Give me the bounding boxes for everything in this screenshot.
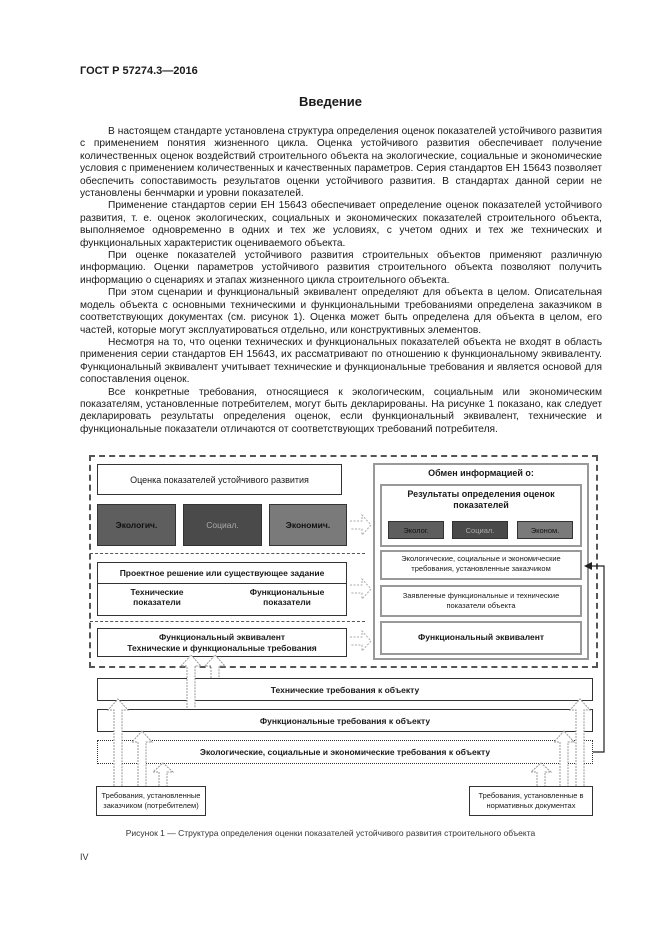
source-label: Требования, установленные в нормативных документах <box>478 791 584 810</box>
tile-social <box>183 504 262 546</box>
func-equiv-line2: Технические и функциональные требования <box>127 642 317 653</box>
body-text <box>80 126 602 436</box>
customer-reqs-text: Экологические, социальные и экономические требования, установленные заказчиком <box>401 554 561 573</box>
paragraph: При оценке показателей устойчивого развития строительных объектов применяют различную информацию. Оценки параметров устойчивого развития строительного объекта позволяют получить информацию о сценариях и этапах жизненного цикла строительного объекта. <box>80 250 602 286</box>
result-tile-ecological <box>388 521 444 539</box>
assessment-title: Оценка показателей устойчивого развития <box>130 474 309 485</box>
bar-label: Функциональные требования к объекту <box>259 715 431 726</box>
tile-economic <box>269 504 347 546</box>
tile-label: Экономич. <box>285 520 331 530</box>
tile-label: Эконом. <box>530 525 560 535</box>
paragraph: В настоящем стандарте установлена структура определения оценок показателей устойчивого развития с применением понятия жизненного цикла. Оценка устойчивого развития обеспечивает получение количественных оценок воздействий строительного объекта на экологические, социальные и экономические условия с применением количественных и качественных параметров. Серия стандартов ЕН 15643 позволяет обеспечить сопоставимость результатов оценки устойчивого развития. В стандартах данной серии не установлены бенчмарки и уровни показателей. <box>80 126 602 200</box>
section-title: Введение <box>299 94 362 109</box>
results-title: Результаты определения оценок показателей <box>407 489 555 510</box>
declared-text: Заявленные функциональные и технические показатели объекта <box>402 591 560 610</box>
customer-source-box <box>96 786 206 816</box>
paragraph: Все конкретные требования, относящиеся к экологическим, социальным или экономическим показателям, установленные потребителем, могут быть декларированы. На рисунке 1 показано, как следует декларировать результаты определения оценок, если функциональный эквивалент, технические и функциональные показатели отличаются от соответствующих требований потребителя. <box>80 386 602 435</box>
document-header: ГОСТ Р 57274.3—2016 <box>80 65 198 77</box>
paragraph: При этом сценарии и функциональный эквивалент определяют для объекта в целом. Описательная модель объекта с основными техническими и функциональными требованиями определена заказчиком в соответствующих документах (см. рисунок 1). Оценка может быть определена для объекта в целом, его частей, которые могут эксплуатироваться отдельно, или конструктивных элементов. <box>80 287 602 336</box>
result-tile-economic <box>517 521 573 539</box>
technical-reqs-bar <box>97 678 593 701</box>
divider <box>90 621 365 622</box>
page-number: IV <box>80 852 89 862</box>
design-box <box>97 562 347 616</box>
right-func-equiv-text: Функциональный эквивалент <box>417 632 545 642</box>
func-equiv-line1: Функциональный эквивалент <box>158 632 286 642</box>
tile-label: Социал. <box>206 520 239 530</box>
source-label: Требования, установленные заказчиком (потребителем) <box>101 791 201 810</box>
divider <box>90 553 365 554</box>
tech-indicators: Технические показатели <box>130 587 184 607</box>
bar-label: Экологические, социальные и экономические требования к объекту <box>199 747 491 757</box>
figure-caption: Рисунок 1 — Структура определения оценки показателей устойчивого развития строительного объекта <box>125 828 536 838</box>
tile-label: Экологич. <box>115 520 158 530</box>
bar-label: Технические требования к объекту <box>270 684 420 695</box>
tile-label: Эколог. <box>403 525 429 535</box>
functional-reqs-bar <box>97 709 593 732</box>
func-equiv-box <box>97 628 347 657</box>
func-indicators: Функциональные показатели <box>249 587 325 607</box>
result-tile-social <box>452 521 508 539</box>
exchange-title: Обмен информацией о: <box>428 468 534 478</box>
tile-label: Социал. <box>465 525 495 535</box>
paragraph: Применение стандартов серии ЕН 15643 обеспечивает определение оценок показателей устойчивого развития, т. е. оценок экологических, социальных и экономических показателей строительного объекта, выполняемое одновременно в одних и тех же условиях, с учетом одних и тех же технических и функциональных характеристик оцениваемого объекта. <box>80 200 602 249</box>
normative-source-box <box>469 786 593 816</box>
assessment-box <box>97 464 342 495</box>
design-title: Проектное решение или существующее задание <box>98 563 346 584</box>
paragraph: Несмотря на то, что оценки технических и функциональных показателей объекта не входят в область применения серии стандартов ЕН 15643, их рассматривают по отношению к функциональному эквиваленту. Функциональный эквивалент учитывает технические и функциональные требования и является основой для сопоставления оценок. <box>80 336 602 386</box>
tile-ecological <box>97 504 176 546</box>
env-reqs-bar <box>97 740 593 764</box>
